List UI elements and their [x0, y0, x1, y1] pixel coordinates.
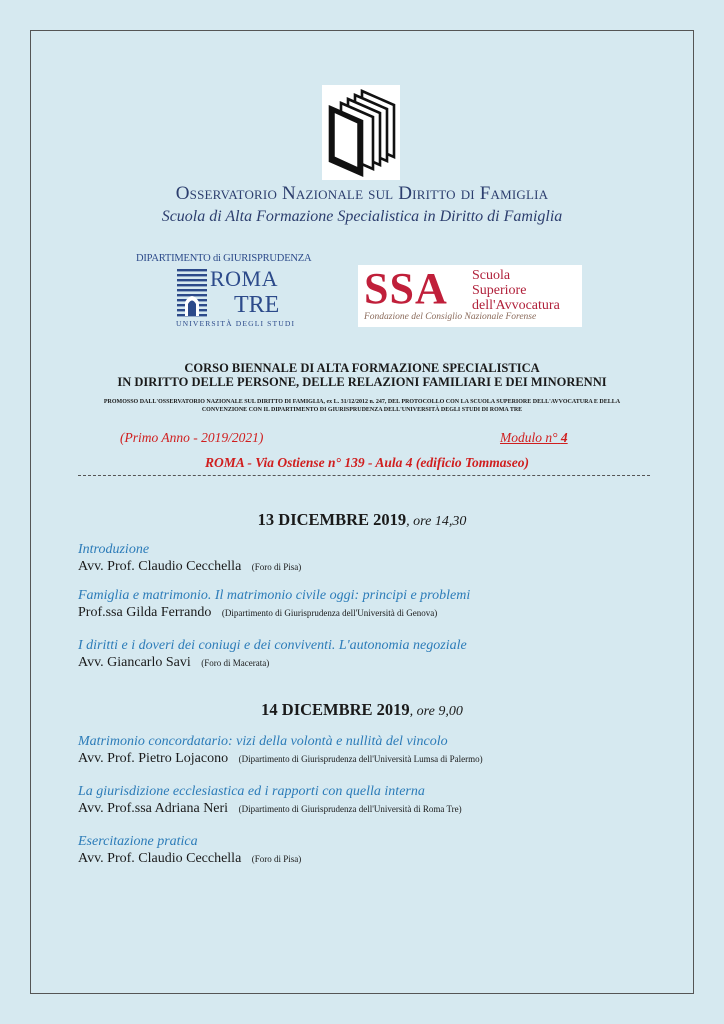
talk-affiliation: (Foro di Pisa) — [251, 562, 302, 572]
day-heading — [0, 510, 724, 530]
org-title: Osservatorio Nazionale sul Diritto di Famiglia — [175, 183, 549, 204]
talk-speaker: Avv. Prof. Pietro Lojacono — [78, 751, 229, 766]
day-date: 14 DICEMBRE 2019 — [261, 700, 410, 719]
course-title — [0, 361, 724, 389]
talk-topic: La giurisdizione ecclesiastica ed i rapporti con quella interna — [78, 784, 425, 799]
ssa-line-1: Scuola — [472, 268, 511, 283]
roma-tre-logo — [176, 266, 296, 328]
talk-affiliation: (Dipartimento di Giurisprudenza dell'Università di Genova) — [221, 608, 438, 618]
talk-speaker: Avv. Prof. Claudio Cecchella — [78, 851, 242, 866]
talk-affiliation: (Foro di Pisa) — [251, 854, 302, 864]
day-time: , ore 9,00 — [409, 704, 463, 719]
talk-item — [78, 587, 678, 622]
talk-topic: Famiglia e matrimonio. Il matrimonio civile oggi: principi e problemi — [78, 588, 471, 603]
talk-speaker: Avv. Giancarlo Savi — [78, 655, 191, 670]
module-value: 4 — [560, 430, 568, 445]
course-title-line-1: CORSO BIENNALE DI ALTA FORMAZIONE SPECIALISTICA — [184, 361, 540, 375]
dashed-divider — [78, 475, 650, 476]
department-label: DIPARTIMENTO di GIURISPRUDENZA — [136, 253, 312, 264]
promotion-note: PROMOSSO DALL'OSSERVATORIO NAZIONALE SUL DIRITTO DI FAMIGLIA, ex L. 31/12/2012 n. 247, DEL PROTOCOLLO CON LA SCUOLA SUPERIORE DELL'AVVOCATURA E DELLA CONVENZIONE CON IL DIPARTIMENTO DI GIURISPRUDENZA DELL'UNIVERSITÀ DEGLI STUDI DI ROMA TRE — [103, 399, 621, 413]
org-subtitle: Scuola di Alta Formazione Specialistica in Diritto di Famiglia — [161, 208, 563, 225]
talk-topic: Introduzione — [78, 542, 150, 557]
day-time: , ore 14,30 — [406, 514, 467, 529]
ssa-footer: Fondazione del Consiglio Nazionale Forense — [364, 312, 537, 322]
talk-speaker: Avv. Prof.ssa Adriana Neri — [78, 801, 229, 816]
tre-text: TRE — [234, 292, 280, 318]
talk-item — [78, 733, 678, 768]
day-date: 13 DICEMBRE 2019 — [257, 510, 407, 529]
ssa-logo — [358, 265, 582, 327]
module-label: Modulo n° — [500, 430, 558, 445]
module-number — [500, 430, 568, 446]
talk-speaker: Avv. Prof. Claudio Cecchella — [78, 559, 242, 574]
talk-topic: I diritti e i doveri dei coniugi e dei conviventi. L'autonomia negoziale — [78, 638, 467, 653]
talk-affiliation: (Foro di Macerata) — [201, 658, 270, 668]
talk-item — [78, 833, 678, 868]
ssa-name — [472, 268, 560, 313]
talk-topic: Esercitazione pratica — [78, 834, 198, 849]
talk-item — [78, 783, 678, 818]
talk-topic: Matrimonio concordatario: vizi della volontà e nullità del vincolo — [78, 734, 448, 749]
ssa-line-2: Superiore — [472, 283, 527, 298]
universita-text: UNIVERSITÀ DEGLI STUDI — [176, 319, 294, 328]
roma-text: ROMA — [210, 266, 279, 291]
talk-speaker: Prof.ssa Gilda Ferrando — [78, 605, 212, 620]
talk-affiliation: (Dipartimento di Giurisprudenza dell'Università di Roma Tre) — [238, 804, 462, 814]
talk-item — [78, 637, 678, 672]
talk-item — [78, 541, 678, 576]
ssa-acronym: SSA — [364, 264, 448, 313]
talk-affiliation: (Dipartimento di Giurisprudenza dell'Università Lumsa di Palermo) — [238, 754, 483, 764]
course-title-line-2: IN DIRITTO DELLE PERSONE, DELLE RELAZIONI FAMILIARI E DEI MINORENNI — [117, 375, 607, 389]
day-heading — [0, 700, 724, 720]
observatory-logo — [322, 85, 400, 180]
ssa-line-3: dell'Avvocatura — [472, 298, 560, 313]
venue: ROMA - Via Ostiense n° 139 - Aula 4 (edificio Tommaseo) — [205, 455, 529, 470]
academic-year: (Primo Anno - 2019/2021) — [120, 430, 264, 445]
